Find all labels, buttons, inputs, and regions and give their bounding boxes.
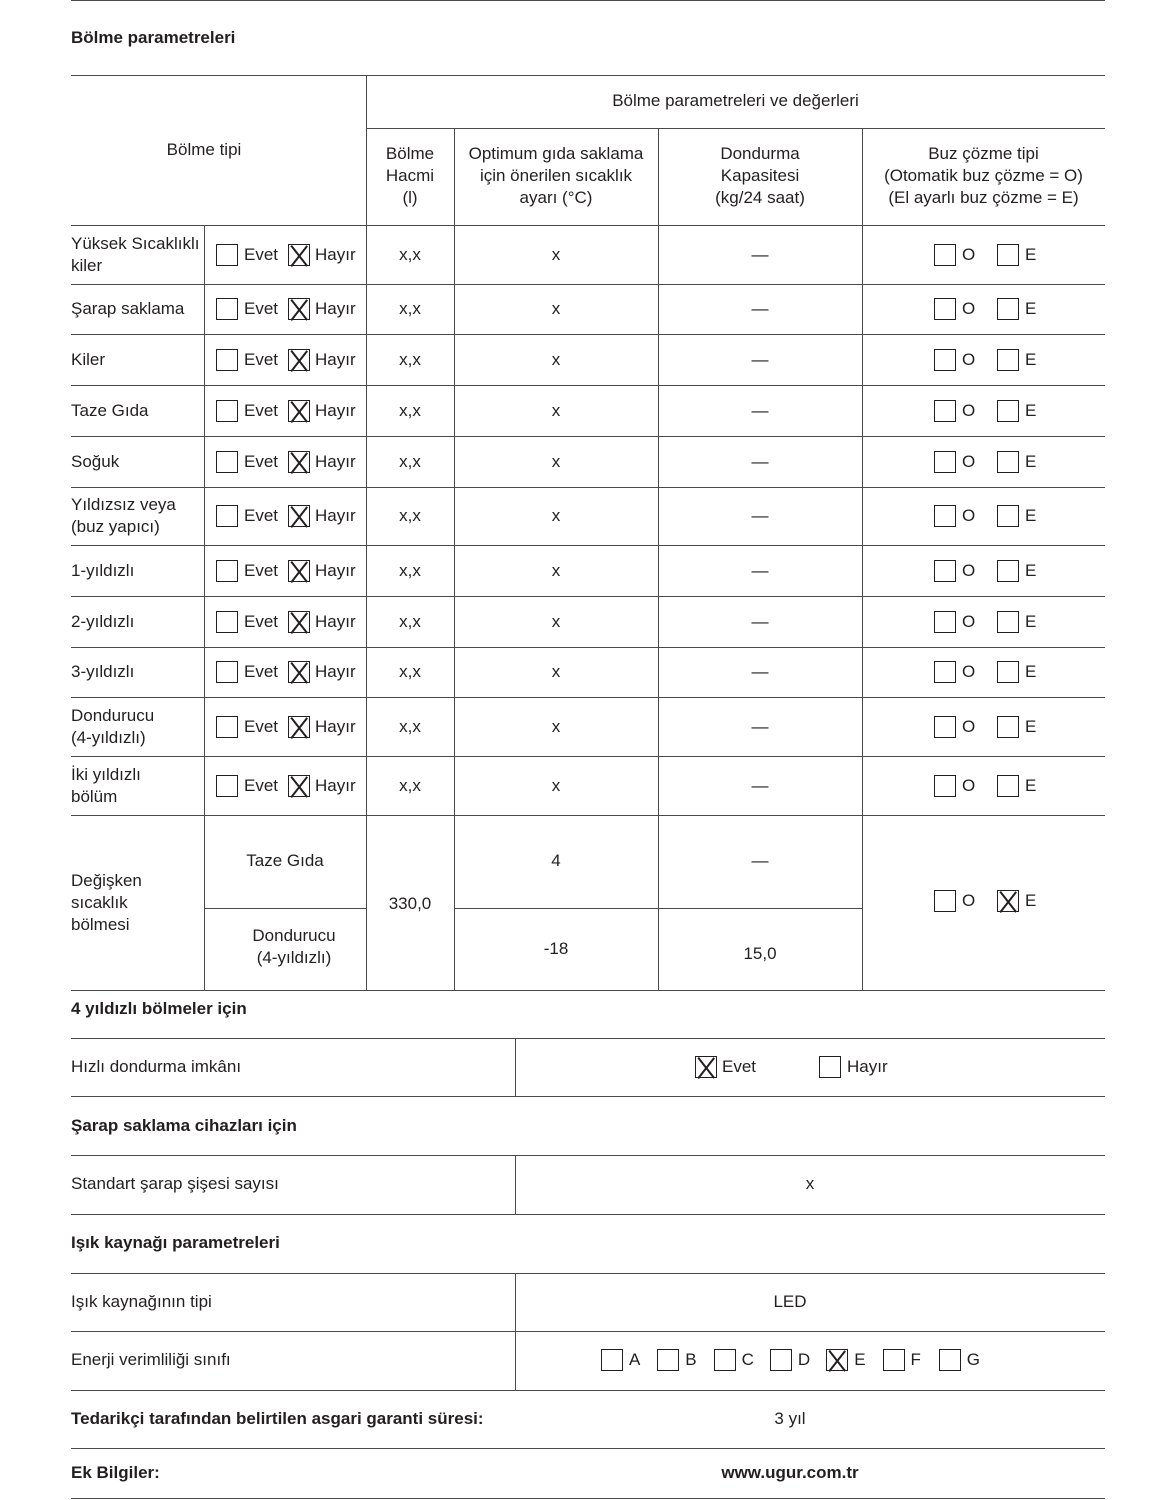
rule: [71, 1096, 1105, 1097]
energy-class-label: B: [685, 1350, 697, 1369]
table-row-rule: [71, 487, 1105, 488]
defrost-auto-checkbox[interactable]: [934, 505, 956, 527]
energy-class-c-checkbox[interactable]: [714, 1349, 736, 1371]
freezing-capacity-value: —: [751, 506, 769, 525]
defrost-auto-checkbox[interactable]: [934, 716, 956, 738]
temp-value: x: [551, 299, 561, 318]
present-no-checkbox[interactable]: [288, 775, 310, 797]
present-no-label: Hayır: [315, 244, 356, 264]
energy-class-b-checkbox[interactable]: [657, 1349, 679, 1371]
grid-line: [366, 75, 367, 990]
table-row-rule: [71, 596, 1105, 597]
temp-value: x: [551, 400, 561, 420]
table-row-rule: [71, 385, 1105, 386]
grid-line: [658, 128, 659, 990]
present-no-label: Hayır: [315, 716, 356, 736]
volume-value: x,x: [399, 775, 421, 795]
variable-defrost-manual-label: E: [1025, 891, 1037, 910]
present-no-label: Hayır: [315, 775, 356, 795]
table-row-rule: [71, 647, 1105, 648]
rule: [71, 1038, 1105, 1039]
header-temp: Optimum gıda saklama için önerilen sıcaklık ayarı (°C): [468, 144, 644, 207]
fast-freeze-label: Hızlı dondurma imkânı: [71, 1057, 242, 1076]
present-no-checkbox[interactable]: [288, 244, 310, 266]
present-no-label: Hayır: [315, 506, 356, 525]
grid-line: [862, 128, 863, 990]
present-yes-label: Evet: [244, 775, 279, 795]
present-yes-label: Evet: [244, 244, 279, 264]
extra-info-value[interactable]: www.ugur.com.tr: [721, 1463, 859, 1482]
sub-row-rule: [204, 908, 366, 909]
defrost-manual-checkbox[interactable]: [997, 349, 1019, 371]
temp-value: x: [551, 506, 561, 525]
present-no-label: Hayır: [315, 611, 356, 631]
defrost-manual-label: E: [1025, 244, 1037, 264]
table-top-rule: [71, 75, 1105, 76]
present-yes-checkbox[interactable]: [216, 349, 238, 371]
rule: [71, 1155, 1105, 1156]
fast-freeze-no-checkbox[interactable]: [819, 1056, 841, 1078]
defrost-auto-checkbox[interactable]: [934, 244, 956, 266]
compartment-name: Dondurucu (4-yıldızlı): [71, 705, 155, 747]
defrost-auto-checkbox[interactable]: [934, 451, 956, 473]
col-divider: [515, 1038, 516, 1096]
fast-freeze-no-label: Hayır: [847, 1057, 888, 1076]
freezing-capacity-value: —: [751, 560, 769, 580]
energy-class-a-checkbox[interactable]: [601, 1349, 623, 1371]
compartment-name: Kiler: [71, 349, 106, 369]
header-compartment-type: Bölme tipi: [166, 140, 242, 159]
defrost-manual-checkbox[interactable]: [997, 298, 1019, 320]
present-no-label: Hayır: [315, 451, 356, 471]
present-yes-label: Evet: [244, 451, 279, 471]
present-yes-checkbox[interactable]: [216, 451, 238, 473]
variable-defrost-auto-label: O: [962, 891, 976, 910]
header-volume: Bölme Hacmi (l): [385, 144, 435, 207]
variable-temp-freezer: -18: [543, 939, 569, 958]
volume-value: x,x: [399, 400, 421, 420]
defrost-auto-checkbox[interactable]: [934, 560, 956, 582]
defrost-auto-label: O: [962, 560, 976, 580]
variable-freeze-fresh: —: [751, 851, 769, 870]
present-yes-label: Evet: [244, 299, 279, 318]
compartment-name: 2-yıldızlı: [71, 611, 135, 631]
variable-freeze-freezer: 15,0: [743, 944, 777, 963]
defrost-manual-label: E: [1025, 662, 1037, 681]
present-yes-label: Evet: [244, 400, 279, 420]
col-divider: [515, 1155, 516, 1214]
col-divider: [515, 1273, 516, 1390]
rule: [71, 1390, 1105, 1391]
table-row-rule: [71, 697, 1105, 698]
present-yes-checkbox[interactable]: [216, 661, 238, 683]
variable-temp-fresh: 4: [551, 851, 561, 870]
defrost-auto-label: O: [962, 299, 976, 318]
defrost-manual-checkbox[interactable]: [997, 775, 1019, 797]
energy-class-d-checkbox[interactable]: [770, 1349, 792, 1371]
freezing-capacity-value: —: [751, 349, 769, 369]
rule: [71, 1273, 1105, 1274]
volume-value: x,x: [399, 244, 421, 264]
energy-class-e-checkbox[interactable]: [826, 1349, 848, 1371]
wine-bottles-value: x: [805, 1174, 815, 1193]
grid-line: [204, 225, 205, 990]
volume-value: x,x: [399, 299, 421, 318]
present-no-label: Hayır: [315, 349, 356, 369]
freezing-capacity-value: —: [751, 299, 769, 318]
temp-value: x: [551, 662, 561, 681]
present-no-checkbox[interactable]: [288, 349, 310, 371]
defrost-manual-checkbox[interactable]: [997, 244, 1019, 266]
defrost-auto-label: O: [962, 611, 976, 631]
present-no-label: Hayır: [315, 400, 356, 420]
temp-value: x: [551, 244, 561, 264]
table-row-rule: [71, 815, 1105, 816]
rule: [71, 225, 1105, 226]
temp-value: x: [551, 611, 561, 631]
table-row-rule: [71, 436, 1105, 437]
light-title: Işık kaynağı parametreleri: [71, 1233, 280, 1252]
warranty-label: Tedarikçi tarafından belirtilen asgari garanti süresi:: [71, 1409, 484, 1428]
defrost-auto-label: O: [962, 716, 976, 736]
variable-defrost-auto-checkbox[interactable]: [934, 890, 956, 912]
compartment-name: Yüksek Sıcaklıklı kiler: [71, 233, 200, 275]
rule: [71, 1448, 1105, 1449]
temp-value: x: [551, 560, 561, 580]
header-divider: [366, 128, 1105, 129]
present-no-label: Hayır: [315, 560, 356, 580]
defrost-manual-checkbox[interactable]: [997, 661, 1019, 683]
volume-value: x,x: [399, 560, 421, 580]
header-defrost-type: Buz çözme tipi (Otomatik buz çözme = O) (El ayarlı buz çözme = E): [884, 144, 1083, 207]
temp-value: x: [551, 349, 561, 369]
volume-value: x,x: [399, 611, 421, 631]
defrost-auto-checkbox[interactable]: [934, 611, 956, 633]
defrost-auto-checkbox[interactable]: [934, 349, 956, 371]
energy-class-f-checkbox[interactable]: [883, 1349, 905, 1371]
energy-class-label: F: [910, 1350, 921, 1369]
defrost-auto-label: O: [962, 244, 976, 264]
rule: [71, 1331, 1105, 1332]
variable-sub-freezer: Dondurucu (4-yıldızlı): [252, 926, 336, 967]
present-yes-checkbox[interactable]: [216, 775, 238, 797]
variable-defrost-manual-checkbox[interactable]: [997, 890, 1019, 912]
present-no-checkbox[interactable]: [288, 661, 310, 683]
defrost-manual-checkbox[interactable]: [997, 400, 1019, 422]
defrost-auto-checkbox[interactable]: [934, 661, 956, 683]
present-yes-label: Evet: [244, 716, 279, 736]
compartment-name: 3-yıldızlı: [71, 662, 135, 681]
compartment-name: Yıldızsız veya (buz yapıcı): [71, 495, 176, 536]
defrost-auto-checkbox[interactable]: [934, 298, 956, 320]
present-yes-label: Evet: [244, 560, 279, 580]
defrost-manual-label: E: [1025, 560, 1037, 580]
present-no-checkbox[interactable]: [288, 400, 310, 422]
light-type-label: Işık kaynağının tipi: [71, 1292, 212, 1311]
present-no-checkbox[interactable]: [288, 611, 310, 633]
temp-value: x: [551, 716, 561, 736]
compartment-name: 1-yıldızlı: [71, 560, 135, 580]
energy-class-label: A: [629, 1350, 641, 1369]
volume-value: x,x: [399, 451, 421, 471]
compartment-name: Soğuk: [71, 451, 120, 471]
freezing-capacity-value: —: [751, 716, 769, 736]
defrost-auto-label: O: [962, 451, 976, 471]
compartment-name: İki yıldızlı bölüm: [71, 764, 141, 806]
compartment-name: Şarap saklama: [71, 299, 185, 318]
defrost-manual-label: E: [1025, 611, 1037, 631]
table-row-rule: [71, 284, 1105, 285]
present-yes-checkbox[interactable]: [216, 611, 238, 633]
compartment-name: Taze Gıda: [71, 400, 149, 420]
temp-value: x: [551, 775, 561, 795]
volume-value: x,x: [399, 716, 421, 736]
energy-class-label: D: [797, 1350, 811, 1369]
present-yes-label: Evet: [244, 662, 279, 681]
present-yes-checkbox[interactable]: [216, 298, 238, 320]
variable-compartment-name: Değişken sıcaklık bölmesi: [71, 871, 142, 934]
defrost-auto-label: O: [962, 775, 976, 795]
light-type-value: LED: [773, 1292, 807, 1311]
defrost-manual-label: E: [1025, 400, 1037, 420]
defrost-auto-label: O: [962, 506, 976, 525]
present-yes-checkbox[interactable]: [216, 505, 238, 527]
present-yes-label: Evet: [244, 506, 279, 525]
defrost-auto-label: O: [962, 662, 976, 681]
energy-class-label: C: [741, 1350, 754, 1369]
temp-value: x: [551, 451, 561, 471]
section-title: Bölme parametreleri: [71, 28, 236, 47]
wine-title: Şarap saklama cihazları için: [71, 1116, 297, 1135]
energy-class-label: Enerji verimliliği sınıfı: [71, 1350, 231, 1369]
present-yes-checkbox[interactable]: [216, 560, 238, 582]
present-yes-label: Evet: [244, 349, 279, 369]
present-no-checkbox[interactable]: [288, 451, 310, 473]
defrost-manual-checkbox[interactable]: [997, 611, 1019, 633]
rule: [71, 1214, 1105, 1215]
energy-class-g-checkbox[interactable]: [939, 1349, 961, 1371]
freezing-capacity-value: —: [751, 775, 769, 795]
volume-value: x,x: [399, 662, 421, 681]
wine-bottles-label: Standart şarap şişesi sayısı: [71, 1174, 279, 1193]
present-yes-checkbox[interactable]: [216, 400, 238, 422]
extra-info-label: Ek Bilgiler:: [71, 1463, 160, 1482]
present-no-label: Hayır: [315, 662, 356, 681]
defrost-manual-checkbox[interactable]: [997, 716, 1019, 738]
freezing-capacity-value: —: [751, 451, 769, 471]
present-no-checkbox[interactable]: [288, 560, 310, 582]
present-no-checkbox[interactable]: [288, 505, 310, 527]
defrost-auto-checkbox[interactable]: [934, 775, 956, 797]
table-row-rule: [71, 545, 1105, 546]
four-star-title: 4 yıldızlı bölmeler için: [71, 999, 247, 1018]
defrost-manual-label: E: [1025, 775, 1037, 795]
present-yes-checkbox[interactable]: [216, 244, 238, 266]
present-yes-label: Evet: [244, 611, 279, 631]
table-row-rule: [71, 334, 1105, 335]
present-no-label: Hayır: [315, 299, 356, 318]
header-freezing-capacity: Dondurma Kapasitesi (kg/24 saat): [715, 144, 805, 207]
variable-volume: 330,0: [388, 894, 432, 913]
fast-freeze-yes-label: Evet: [722, 1057, 757, 1076]
freezing-capacity-value: —: [751, 400, 769, 420]
table-bottom-rule: [71, 990, 1105, 991]
fast-freeze-yes-checkbox[interactable]: [695, 1056, 717, 1078]
energy-class-label: E: [854, 1350, 866, 1369]
volume-value: x,x: [399, 506, 421, 525]
defrost-manual-label: E: [1025, 299, 1037, 318]
defrost-manual-label: E: [1025, 716, 1037, 736]
defrost-auto-checkbox[interactable]: [934, 400, 956, 422]
volume-value: x,x: [399, 349, 421, 369]
defrost-manual-label: E: [1025, 349, 1037, 369]
defrost-manual-checkbox[interactable]: [997, 560, 1019, 582]
rule: [71, 1498, 1105, 1499]
defrost-auto-label: O: [962, 400, 976, 420]
grid-line: [454, 128, 455, 990]
table-row-rule: [71, 756, 1105, 757]
defrost-manual-label: E: [1025, 451, 1037, 471]
defrost-manual-label: E: [1025, 506, 1037, 525]
rule-top: [71, 0, 1105, 1]
energy-class-label: G: [966, 1350, 981, 1369]
header-group-title: Bölme parametreleri ve değerleri: [612, 91, 859, 110]
variable-sub-fresh: Taze Gıda: [246, 851, 324, 870]
freezing-capacity-value: —: [751, 244, 769, 264]
present-no-checkbox[interactable]: [288, 298, 310, 320]
present-no-checkbox[interactable]: [288, 716, 310, 738]
defrost-auto-label: O: [962, 349, 976, 369]
defrost-manual-checkbox[interactable]: [997, 451, 1019, 473]
freezing-capacity-value: —: [751, 611, 769, 631]
warranty-value: 3 yıl: [774, 1409, 806, 1428]
present-yes-checkbox[interactable]: [216, 716, 238, 738]
freezing-capacity-value: —: [751, 662, 769, 681]
defrost-manual-checkbox[interactable]: [997, 505, 1019, 527]
